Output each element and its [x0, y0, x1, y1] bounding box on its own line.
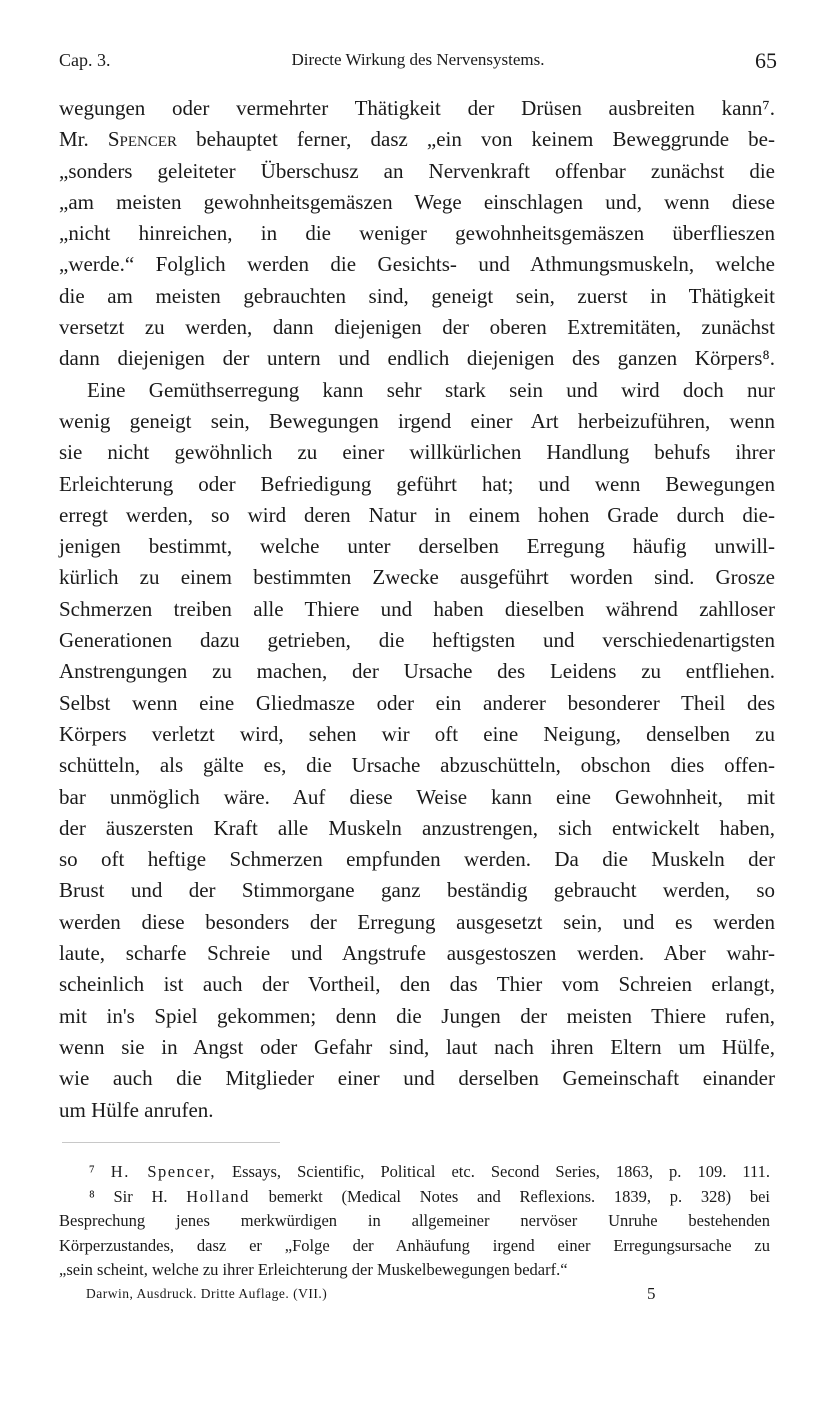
text-line: scheinlich ist auch der Vortheil, den das Thier vom Schreien erlangt,	[59, 972, 775, 997]
text-line: Brust und der Stimmorgane ganz beständig gebraucht werden, so	[59, 878, 775, 903]
text-line: Körpers verletzt wird, sehen wir oft eine Neigung, denselben zu	[59, 721, 775, 746]
footnote-marker: ⁸	[89, 1186, 95, 1206]
mr-abbrev: Mr.	[59, 127, 89, 152]
chapter-label: Cap. 3.	[59, 50, 111, 70]
text-line: „sonders geleiteter Überschusz an Nervenkraft offenbar zunächst die	[59, 158, 775, 183]
footnote-text: bemerkt (Medical Notes and Reflexions. 1839, p. 328) bei	[268, 1186, 770, 1206]
text-line: „werde.“ Folglich werden die Gesichts- und Athmungsmuskeln, welche	[59, 252, 775, 277]
text-line: Selbst wenn eine Gliedmasze oder ein anderer besonderer Theil des	[59, 690, 775, 715]
text-line	[59, 124, 775, 155]
text-line: versetzt zu werden, dann diejenigen der oberen Extremitäten, zunächst	[59, 315, 775, 340]
text-line: die am meisten gebrauchten sind, geneigt sein, zuerst in Thätigkeit	[59, 283, 775, 308]
footnote-8	[59, 1185, 770, 1210]
text-line: Anstrengungen zu machen, der Ursache des Leidens zu entfliehen.	[59, 659, 775, 684]
text-line: Generationen dazu getrieben, die heftigsten und verschiedenartigsten	[59, 628, 775, 653]
text-line: Erleichterung oder Befriedigung geführt hat; und wenn Bewegungen	[59, 471, 775, 496]
text-line: Eine Gemüthserregung kann sehr stark sein und wird doch nur	[87, 377, 775, 402]
text-line-remainder: behauptet ferner, dasz „ein von keinem Beweggrunde be-	[196, 127, 775, 152]
footnote-line: „sein scheint, welche zu ihrer Erleichterung der Muskelbewegungen bedarf.“	[59, 1260, 568, 1280]
text-line: schütteln, als gälte es, die Ursache abzuschütteln, obschon dies offen-	[59, 753, 775, 778]
running-header	[59, 48, 777, 78]
text-line: bar unmöglich wäre. Auf diese Weise kann eine Gewohnheit, mit	[59, 784, 775, 809]
text-line: der äuszersten Kraft alle Muskeln anzustrengen, sich entwickelt haben,	[59, 815, 775, 840]
text-line: „nicht hinreichen, in die weniger gewohnheitsgemäszen überflieszen	[59, 221, 775, 246]
text-line: jenigen bestimmt, welche unter derselben Erregung häufig unwill-	[59, 534, 775, 559]
footnote-line: Besprechung jenes merkwürdigen in allgemeiner nervöser Unruhe bestehenden	[59, 1211, 770, 1231]
text-line: erregt werden, so wird deren Natur in einem hohen Grade durch die-	[59, 502, 775, 527]
footnote-7	[59, 1160, 770, 1185]
text-line: laute, scharfe Schreie und Angstrufe ausgestoszen werden. Aber wahr-	[59, 941, 775, 966]
signature-number: 5	[647, 1284, 656, 1303]
text-line: wenn sie in Angst oder Gefahr sind, laut nach ihren Eltern um Hülfe,	[59, 1034, 775, 1059]
author-name-spencer: Spencer	[107, 127, 178, 152]
text-line: um Hülfe anrufen.	[59, 1097, 214, 1122]
footnotes	[59, 1160, 770, 1283]
text-line: sie nicht gewöhnlich zu einer willkürlichen Handlung behufs ihrer	[59, 440, 775, 465]
footnote-divider	[62, 1142, 280, 1143]
main-text	[59, 93, 775, 1126]
text-line: kürlich zu einem bestimmten Zwecke ausgeführt worden sind. Grosze	[59, 565, 775, 590]
text-line: so oft heftige Schmerzen empfunden werden. Da die Muskeln der	[59, 847, 775, 872]
footnote-text: Essays, Scientific, Political etc. Second Series, 1863, p. 109. 111.	[232, 1162, 771, 1181]
footnote-line: Körperzustandes, dasz er „Folge der Anhäufung irgend einer Erregungsursache zu	[59, 1235, 770, 1255]
signature-text: Darwin, Ausdruck. Dritte Auflage. (VII.)	[86, 1286, 328, 1301]
text-line: wegungen oder vermehrter Thätigkeit der Drüsen ausbreiten kann⁷.	[59, 96, 775, 120]
page-number: 65	[755, 48, 777, 73]
text-line: wenig geneigt sein, Bewegungen irgend einer Art herbeizuführen, wenn	[59, 408, 775, 433]
text-line: „am meisten gewohnheitsgemäszen Wege einschlagen und, wenn diese	[59, 189, 775, 214]
footnote-author: Holland	[186, 1186, 250, 1206]
running-title: Directe Wirkung des Nervensystems.	[291, 50, 545, 69]
text-line: dann diejenigen der untern und endlich diejenigen des ganzen Körpers⁸.	[59, 346, 775, 371]
footnote-prefix: Sir H.	[113, 1186, 168, 1206]
text-line: Schmerzen treiben alle Thiere und haben dieselben während zahlloser	[59, 596, 775, 621]
footnote-author: H. Spencer,	[110, 1162, 216, 1181]
text-line: mit in's Spiel gekommen; denn die Jungen der meisten Thiere rufen,	[59, 1003, 775, 1028]
footnote-marker: ⁷	[89, 1162, 95, 1181]
text-line: wie auch die Mitglieder einer und derselben Gemeinschaft einander	[59, 1066, 775, 1091]
text-line: werden diese besonders der Erregung ausgesetzt sein, und es werden	[59, 909, 775, 934]
